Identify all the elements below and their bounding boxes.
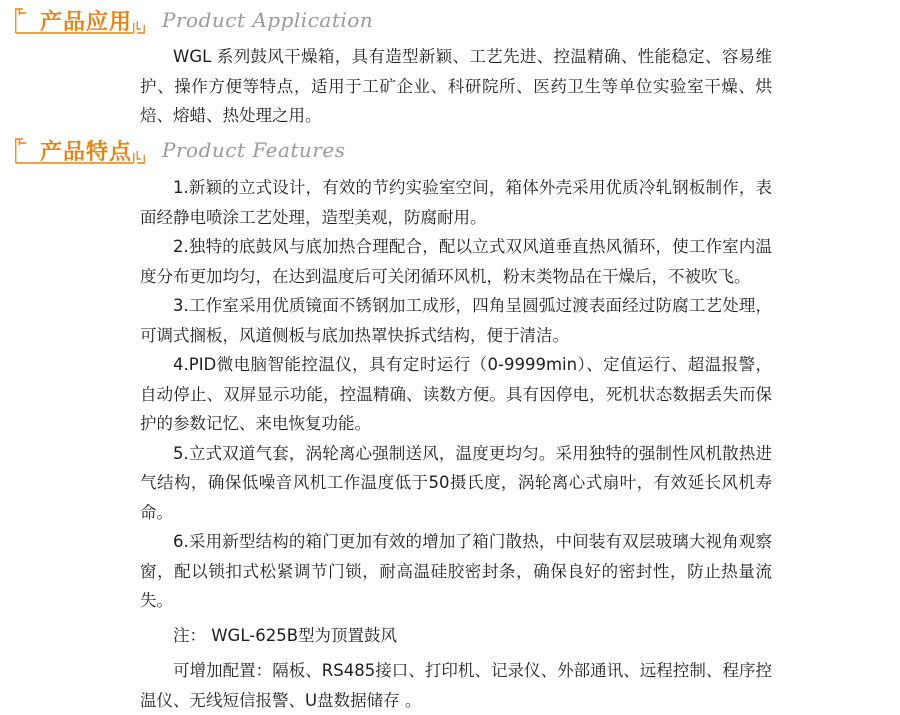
application-header	[14, 2, 373, 38]
feature-item: 5.立式双道气套，涡轮离心强制送风，温度更均匀。采用独特的强制性风机散热进气结构，确保低噪音风机工作温度低于50摄氏度，涡轮离心式扇叶，有效延长风机寿命。	[140, 443, 772, 522]
corner-frame-icon	[14, 5, 146, 35]
features-title-en: Product Features	[162, 138, 346, 162]
features-title-cn: 产品特点	[40, 139, 133, 165]
optional-config: 可增加配置：隔板、RS485接口、打印机、记录仪、外部通讯、远程控制、程序控温仪、无线短信报警、U盘数据储存 。	[140, 661, 772, 710]
application-body: WGL 系列鼓风干燥箱，具有造型新颖、工艺先进、控温精确、性能稳定、容易维护、操作方便等特点，适用于工矿企业、科研院所、医药卫生等单位实验室干燥、烘焙、熔蜡、热处理之用。	[140, 47, 772, 125]
corner-frame-icon	[14, 135, 146, 165]
feature-item: 6.采用新型结构的箱门更加有效的增加了箱门散热，中间装有双层玻璃大视角观察窗，配以锁扣式松紧调节门锁，耐高温硅胶密封条，确保良好的密封性，防止热量流失。	[140, 532, 772, 610]
application-title-cn: 产品应用	[40, 9, 133, 35]
feature-item: 1.新颖的立式设计，有效的节约实验室空间，箱体外壳采用优质冷轧钢板制作，表面经静电喷涂工艺处理，造型美观，防腐耐用。	[140, 178, 772, 227]
features-header	[14, 132, 345, 168]
feature-item: 2.独特的底鼓风与底加热合理配合，配以立式双风道垂直热风循环，使工作室内温度分布更加均匀，在达到温度后可关闭循环风机，粉末类物品在干燥后，不被吹飞。	[140, 237, 772, 286]
features-badge	[14, 135, 146, 165]
feature-item: 3.工作室采用优质镜面不锈钢加工成形，四角呈圆弧过渡表面经过防腐工艺处理，可调式搁板，风道侧板与底加热罩快拆式结构，便于清洁。	[140, 296, 772, 345]
features-list	[140, 173, 772, 616]
application-badge	[14, 5, 146, 35]
model-note: 注： WGL-625B型为顶置鼓风	[173, 626, 398, 645]
application-title-en: Product Application	[162, 8, 374, 32]
feature-item: 4.PID微电脑智能控温仪，具有定时运行（0-9999min）、定值运行、超温报警，自动停止、双屏显示功能，控温精确、读数方便。具有因停电，死机状态数据丢失而保护的参数记忆、来电恢复功能。	[140, 355, 772, 433]
